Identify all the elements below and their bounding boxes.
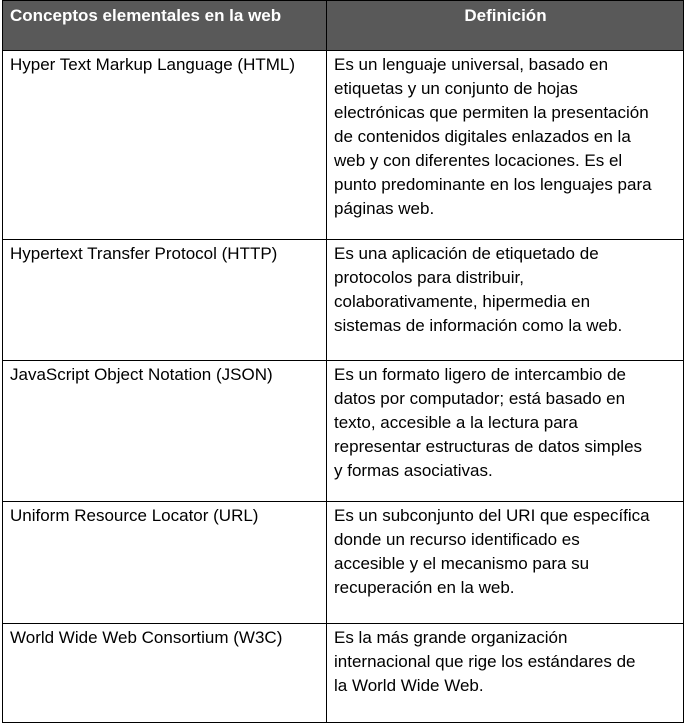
definition-line: internacional que rige los estándares de [334, 652, 636, 671]
definition-line: colaborativamente, hipermedia en [334, 292, 591, 311]
concept-definition [327, 624, 684, 723]
definition-line: Es un formato ligero de intercambio de [334, 365, 626, 384]
concept-term: Hyper Text Markup Language (HTML) [3, 51, 327, 240]
concept-definition [327, 51, 684, 240]
definition-line: web y con diferentes locaciones. Es el [334, 151, 623, 170]
definition-line: protocolos para distribuir, [334, 268, 524, 287]
header-row [3, 1, 684, 51]
concept-term: Hypertext Transfer Protocol (HTTP) [3, 240, 327, 361]
definition-line: etiquetas y un conjunto de hojas [334, 79, 578, 98]
definition-line: donde un recurso identificado es [334, 530, 580, 549]
definition-line: accesible y el mecanismo para su [334, 554, 590, 573]
concept-term: World Wide Web Consortium (W3C) [3, 624, 327, 723]
definition-line: representar estructuras de datos simples [334, 437, 643, 456]
concept-definition [327, 361, 684, 502]
definition-line: electrónicas que permiten la presentación [334, 103, 649, 122]
definition-line: la World Wide Web. [334, 676, 484, 695]
table-row [3, 624, 684, 723]
concept-term: JavaScript Object Notation (JSON) [3, 361, 327, 502]
definition-line: páginas web. [334, 199, 435, 218]
definition-line: Es un subconjunto del URI que específica [334, 506, 650, 525]
concepts-table [2, 0, 684, 723]
concept-term: Uniform Resource Locator (URL) [3, 502, 327, 624]
definition-line: de contenidos digitales enlazados en la [334, 127, 631, 146]
definition-line: punto predominante en los lenguajes para [334, 175, 652, 194]
definition-line: Es la más grande organización [334, 628, 568, 647]
definition-line: sistemas de información como la web. [334, 316, 623, 335]
concept-definition [327, 502, 684, 624]
definition-line: Es una aplicación de etiquetado de [334, 244, 599, 263]
concept-definition [327, 240, 684, 361]
table-row [3, 240, 684, 361]
table-row [3, 502, 684, 624]
header-definition: Definición [327, 1, 684, 51]
definition-line: texto, accesible a la lectura para [334, 413, 578, 432]
table-row [3, 51, 684, 240]
definition-line: recuperación en la web. [334, 578, 515, 597]
definition-line: Es un lenguaje universal, basado en [334, 55, 609, 74]
definition-line: datos por computador; está basado en [334, 389, 626, 408]
header-concepts: Conceptos elementales en la web [3, 1, 327, 51]
table-row [3, 361, 684, 502]
definition-line: y formas asociativas. [334, 461, 493, 480]
